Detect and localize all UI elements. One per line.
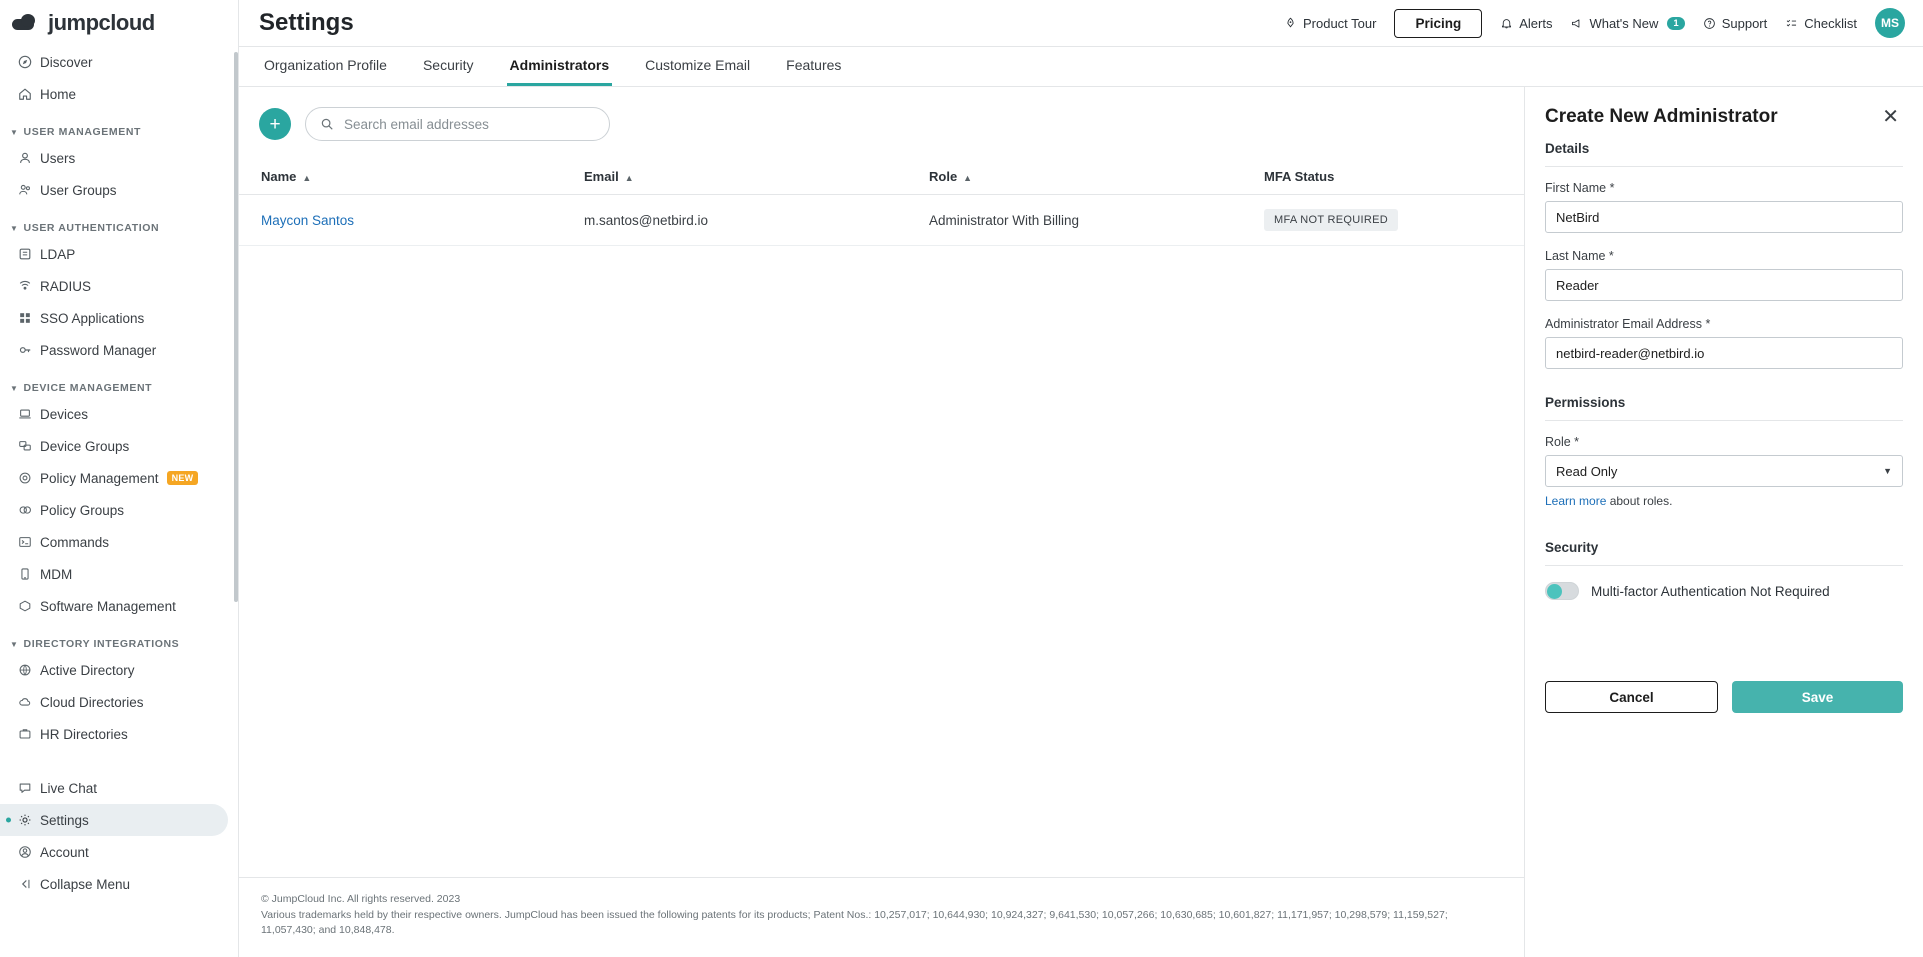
last-name-input[interactable]	[1545, 269, 1903, 301]
table-header	[239, 159, 1524, 195]
sidebar-item-ldap[interactable]	[0, 238, 238, 270]
details-section-heading: Details	[1545, 141, 1903, 167]
chat-icon	[18, 781, 40, 795]
sidebar-item-label: MDM	[40, 566, 73, 582]
sidebar-section-device-management[interactable]	[0, 382, 238, 394]
column-label: Role	[929, 169, 958, 184]
sidebar-item-collapse-menu[interactable]	[0, 868, 238, 900]
sidebar-nav-bottom	[0, 772, 238, 900]
sidebar-item-user-groups[interactable]	[0, 174, 238, 206]
sidebar-item-discover[interactable]	[0, 46, 238, 78]
sidebar-item-label: Password Manager	[40, 342, 157, 358]
tab-security[interactable]: Security	[422, 57, 474, 73]
cancel-button[interactable]: Cancel	[1545, 681, 1718, 713]
cell-email: m.santos@netbird.io	[584, 195, 929, 246]
tab-customize-email[interactable]: Customize Email	[645, 57, 751, 73]
sidebar-item-policy-groups[interactable]	[0, 494, 238, 526]
laptop-icon	[18, 407, 40, 421]
sidebar-item-radius[interactable]	[0, 270, 238, 302]
email-field-group	[1545, 317, 1903, 369]
mfa-toggle-row	[1545, 582, 1903, 600]
terminal-icon	[18, 535, 40, 549]
administrators-table	[239, 159, 1524, 246]
sidebar-item-label: Discover	[40, 54, 93, 70]
drawer-header	[1545, 87, 1903, 141]
helper-suffix: about roles.	[1606, 494, 1673, 508]
sidebar-section-user-authentication[interactable]	[0, 222, 238, 234]
sidebar-item-label: Users	[40, 150, 76, 166]
apps-grid-icon	[18, 311, 40, 325]
sidebar-section-user-management[interactable]	[0, 126, 238, 138]
column-header-role[interactable]	[929, 159, 1264, 195]
last-name-field	[1545, 249, 1903, 301]
sidebar-item-sso-applications[interactable]	[0, 302, 238, 334]
sidebar-item-label: Policy Groups	[40, 502, 125, 518]
footer-patents-continued: 11,057,430; and 10,848,478.	[261, 924, 395, 937]
active-directory-icon	[18, 663, 40, 677]
checklist-icon	[1785, 17, 1798, 30]
sidebar-item-label: SSO Applications	[40, 310, 145, 326]
sidebar-item-label: Active Directory	[40, 662, 135, 678]
gear-icon	[18, 813, 40, 827]
cell-mfa-status	[1264, 195, 1524, 246]
sidebar-item-label: Collapse Menu	[40, 876, 131, 892]
cloud-directory-icon	[18, 695, 40, 709]
sidebar-item-hr-directories[interactable]	[0, 718, 238, 750]
permissions-section-heading: Permissions	[1545, 395, 1903, 421]
column-label: Email	[584, 169, 619, 184]
sidebar-section-label: DIRECTORY INTEGRATIONS	[23, 638, 180, 650]
user-icon	[18, 151, 40, 165]
sidebar-item-users[interactable]	[0, 142, 238, 174]
checklist-button[interactable]	[1785, 16, 1857, 31]
sidebar-item-label: LDAP	[40, 246, 76, 262]
chevron-down-icon: ▼	[10, 639, 19, 649]
new-badge: NEW	[167, 471, 199, 485]
sort-asc-icon: ▲	[624, 173, 634, 183]
support-label: Support	[1721, 15, 1768, 31]
sidebar-item-mdm[interactable]	[0, 558, 238, 590]
security-section-heading: Security	[1545, 540, 1903, 566]
cell-name	[239, 195, 584, 246]
chevron-down-icon: ▼	[10, 223, 19, 233]
sidebar	[0, 0, 239, 957]
sidebar-item-home[interactable]	[0, 78, 238, 110]
email-field[interactable]	[1545, 337, 1903, 369]
tab-organization-profile[interactable]: Organization Profile	[264, 57, 387, 73]
sidebar-item-account[interactable]	[0, 836, 238, 868]
chevron-down-icon: ▼	[10, 127, 19, 137]
sidebar-item-label: RADIUS	[40, 278, 92, 294]
drawer-actions	[1545, 681, 1903, 713]
sidebar-item-commands[interactable]	[0, 526, 238, 558]
sidebar-item-label: Devices	[40, 406, 89, 422]
add-administrator-button[interactable]: +	[259, 108, 291, 140]
column-header-email[interactable]	[584, 159, 929, 195]
avatar[interactable]: MS	[1875, 8, 1905, 38]
cloud-logo-icon	[12, 13, 42, 33]
sidebar-section-directory-integrations[interactable]	[0, 638, 238, 650]
main-content	[239, 0, 1923, 957]
email-label: Administrator Email Address *	[1545, 317, 1711, 331]
administrator-name-link[interactable]: Maycon Santos	[261, 212, 355, 228]
key-icon	[18, 343, 40, 357]
top-actions	[1284, 8, 1905, 38]
sidebar-item-label: Settings	[40, 812, 89, 828]
sidebar-item-live-chat[interactable]	[0, 772, 238, 804]
table-row[interactable]	[239, 195, 1524, 246]
column-label: MFA Status	[1264, 169, 1335, 184]
sidebar-item-label: Software Management	[40, 598, 176, 614]
sidebar-section-label: USER AUTHENTICATION	[23, 222, 160, 234]
home-icon	[18, 87, 40, 101]
first-name-label: First Name *	[1545, 181, 1615, 195]
sidebar-item-cloud-directories[interactable]	[0, 686, 238, 718]
toggle-knob	[1547, 584, 1562, 599]
sidebar-nav-top	[0, 46, 238, 110]
page-title: Settings	[259, 9, 354, 36]
first-name-field	[1545, 181, 1903, 233]
sidebar-scrollbar[interactable]	[234, 52, 238, 602]
sidebar-item-software-management[interactable]	[0, 590, 238, 622]
alerts-label: Alerts	[1519, 15, 1553, 31]
column-header-mfa-status[interactable]	[1264, 159, 1524, 195]
sidebar-nav-user-authentication	[0, 238, 238, 366]
sidebar-section-label: DEVICE MANAGEMENT	[23, 382, 153, 394]
close-icon[interactable]: ✕	[1882, 106, 1899, 128]
sidebar-item-active-directory[interactable]	[0, 654, 238, 686]
table-body	[239, 195, 1524, 246]
sidebar-item-label: Policy Management	[40, 470, 159, 486]
administrators-list-pane	[239, 87, 1524, 957]
sidebar-item-label: HR Directories	[40, 726, 128, 742]
first-name-input[interactable]	[1545, 201, 1903, 233]
content-area	[239, 87, 1923, 957]
device-group-icon	[18, 439, 40, 453]
sidebar-item-label: Cloud Directories	[40, 694, 144, 710]
brand-name: jumpcloud	[48, 10, 155, 35]
sidebar-item-device-groups[interactable]	[0, 430, 238, 462]
user-group-icon	[18, 183, 40, 197]
role-field	[1545, 435, 1903, 487]
role-label: Role *	[1545, 435, 1580, 449]
search-icon	[320, 117, 334, 131]
whats-new-label: What's New	[1589, 15, 1659, 31]
megaphone-icon	[1570, 17, 1583, 30]
search-input[interactable]	[342, 116, 595, 133]
sidebar-item-policy-management[interactable]	[0, 462, 238, 494]
topbar	[239, 0, 1923, 47]
chevron-down-icon: ▼	[1883, 466, 1892, 476]
column-label: Name	[261, 169, 297, 184]
tab-administrators[interactable]: Administrators	[507, 47, 613, 86]
radius-icon	[18, 279, 40, 293]
sidebar-item-settings[interactable]	[0, 804, 228, 836]
collapse-icon	[18, 877, 40, 891]
ldap-icon	[18, 247, 40, 261]
sort-asc-icon: ▲	[302, 173, 312, 183]
mfa-toggle-label: Multi-factor Authentication Not Required	[1591, 583, 1830, 599]
tab-features[interactable]: Features	[786, 57, 842, 73]
cell-role: Administrator With Billing	[929, 195, 1264, 246]
learn-more-link[interactable]: Learn more	[1545, 494, 1607, 508]
create-administrator-drawer	[1524, 87, 1923, 957]
help-circle-icon	[1703, 17, 1716, 30]
sidebar-item-devices[interactable]	[0, 398, 238, 430]
sidebar-nav-user-management	[0, 142, 238, 206]
software-icon	[18, 599, 40, 613]
product-tour-label: Product Tour	[1302, 15, 1377, 31]
sidebar-item-password-manager[interactable]	[0, 334, 238, 366]
sidebar-item-label: User Groups	[40, 182, 117, 198]
policy-group-icon	[18, 503, 40, 517]
last-name-label: Last Name *	[1545, 249, 1614, 263]
sidebar-item-label: Account	[40, 844, 89, 860]
policy-icon	[18, 471, 40, 485]
footer-trademarks: Various trademarks held by their respective owners. JumpCloud has been issued the following patents for its products; Patent Nos.: 10,257,017; 10,644,930; 10,924,327; 9,641,530; 10,057,266; 10,630,685; 10,601,827; 11,171,957; 10,298,579; 11,159,527;	[261, 908, 1448, 921]
sidebar-item-label: Live Chat	[40, 780, 98, 796]
role-select[interactable]	[1545, 455, 1903, 487]
chevron-down-icon: ▼	[10, 383, 19, 393]
sidebar-item-label: Device Groups	[40, 438, 130, 454]
compass-icon	[18, 55, 40, 69]
save-button[interactable]: Save	[1732, 681, 1903, 713]
alerts-button[interactable]	[1500, 16, 1552, 31]
account-icon	[18, 845, 40, 859]
status-badge: MFA NOT REQUIRED	[1264, 209, 1398, 231]
table-header-row	[239, 159, 1524, 195]
role-selected-value: Read Only	[1556, 463, 1618, 479]
drawer-title: Create New Administrator	[1545, 106, 1778, 127]
settings-tabs	[239, 47, 1923, 87]
checklist-label: Checklist	[1804, 15, 1857, 31]
mfa-toggle[interactable]	[1545, 582, 1579, 600]
support-button[interactable]	[1703, 16, 1768, 31]
footer	[239, 877, 1524, 957]
footer-copyright: © JumpCloud Inc. All rights reserved. 2023	[261, 892, 461, 905]
whats-new-count-badge: 1	[1667, 17, 1684, 30]
product-tour-button[interactable]	[1284, 16, 1376, 31]
whats-new-button[interactable]	[1570, 16, 1684, 31]
brand-logo[interactable]	[0, 0, 238, 46]
sort-asc-icon: ▲	[963, 173, 973, 183]
hr-directory-icon	[18, 727, 40, 741]
rocket-icon	[1284, 17, 1297, 30]
sidebar-item-label: Home	[40, 86, 77, 102]
sidebar-section-label: USER MANAGEMENT	[23, 126, 142, 138]
sidebar-nav-directory-integrations	[0, 654, 238, 750]
search-box[interactable]	[305, 107, 610, 141]
list-toolbar	[239, 107, 1524, 141]
pricing-button[interactable]: Pricing	[1394, 9, 1482, 38]
sidebar-item-label: Commands	[40, 534, 110, 550]
bell-icon	[1500, 17, 1513, 30]
sidebar-nav-device-management	[0, 398, 238, 622]
column-header-name[interactable]	[239, 159, 584, 195]
role-helper-text	[1545, 494, 1903, 508]
mdm-icon	[18, 567, 40, 581]
